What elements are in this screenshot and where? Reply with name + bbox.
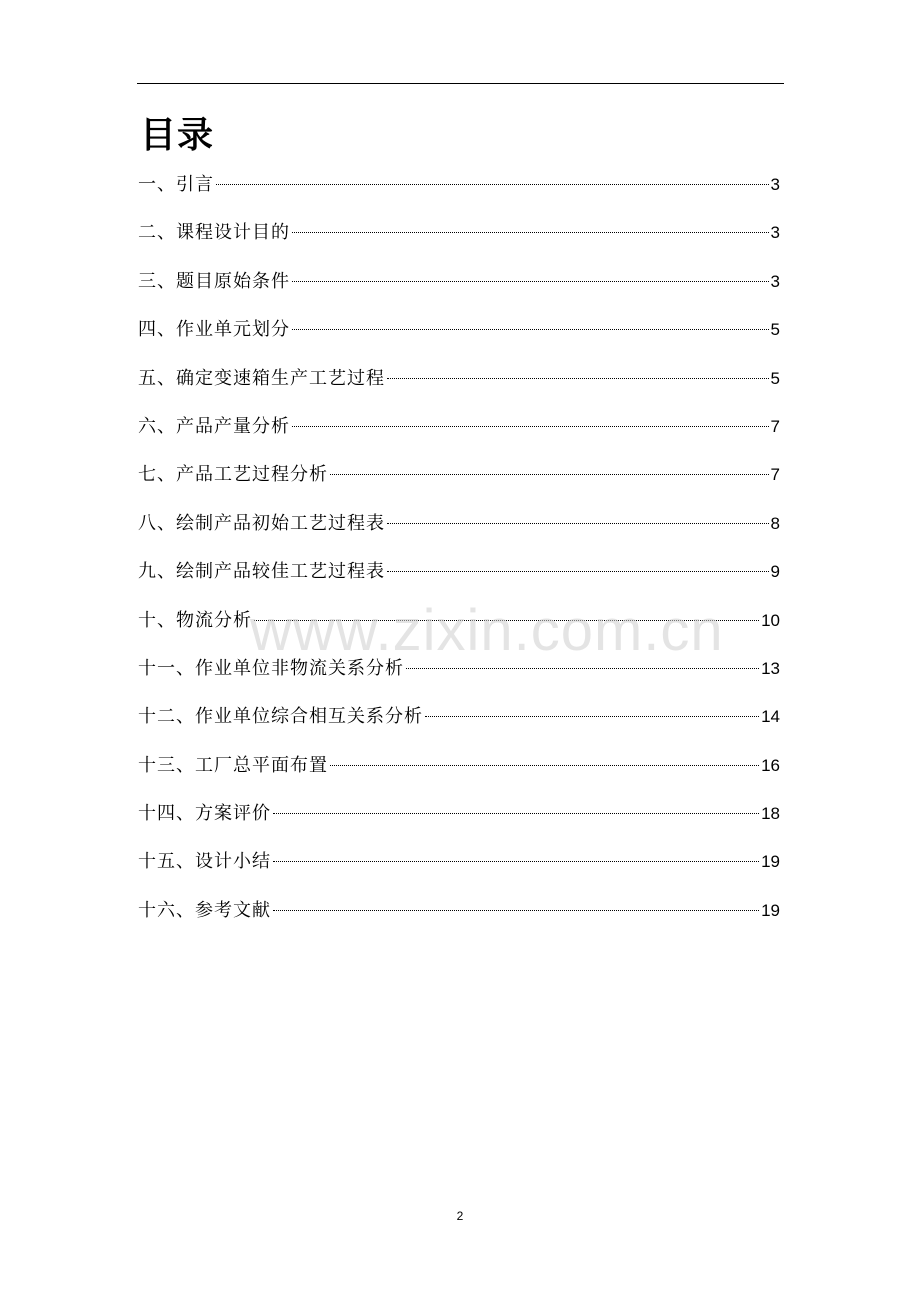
toc-entry-title: 十三、工厂总平面布置: [138, 754, 328, 776]
toc-entry-page: 7: [770, 416, 780, 436]
toc-entry-title: 一、引言: [138, 174, 214, 195]
toc-entry[interactable]: [138, 847, 780, 895]
toc-entry-title: 十四、方案评价: [138, 803, 271, 825]
dot-leader: [292, 329, 769, 330]
dot-leader: [216, 184, 769, 185]
toc-entry-title: 十六、参考文献: [138, 899, 271, 921]
dot-leader: [425, 716, 759, 717]
toc-entry-page: 14: [761, 707, 780, 727]
toc-entry-title: 十二、作业单位综合相互关系分析: [138, 706, 423, 728]
toc-entry-title: 七、产品工艺过程分析: [138, 464, 328, 486]
toc-title: 目录: [140, 115, 215, 156]
toc-entry[interactable]: [138, 751, 780, 799]
toc-entry[interactable]: [138, 509, 780, 557]
dot-leader: [330, 474, 769, 475]
toc-entry-page: 13: [761, 658, 780, 678]
toc-entry[interactable]: [138, 799, 780, 847]
toc-entry[interactable]: [138, 896, 780, 944]
dot-leader: [330, 765, 759, 766]
toc-entry-page: 8: [770, 513, 780, 533]
toc-entry-page: 3: [770, 271, 780, 291]
toc-entry-title: 八、绘制产品初始工艺过程表: [138, 512, 385, 534]
toc-entry-page: 5: [770, 320, 780, 340]
toc-entry[interactable]: [138, 460, 780, 508]
toc-entry[interactable]: [138, 218, 780, 266]
toc-entry-page: 7: [770, 465, 780, 485]
toc-entry-page: 10: [761, 610, 780, 630]
toc-entry-title: 四、作业单元划分: [138, 319, 290, 341]
toc-entry[interactable]: [138, 267, 780, 315]
header-rule: [137, 83, 784, 84]
toc-entry-page: 3: [770, 223, 780, 243]
watermark: www.zixin.com.cn: [250, 598, 724, 663]
toc-entry-page: 19: [761, 900, 780, 920]
dot-leader: [292, 281, 769, 282]
toc-entry-page: 19: [761, 852, 780, 872]
toc-entry-page: 18: [761, 804, 780, 824]
toc-entry-title: 六、产品产量分析: [138, 415, 290, 437]
dot-leader: [387, 523, 769, 524]
dot-leader: [387, 378, 769, 379]
toc-entry-title: 十五、设计小结: [138, 851, 271, 873]
toc-entry-title: 十一、作业单位非物流关系分析: [138, 657, 404, 679]
dot-leader: [406, 668, 759, 669]
toc-entry-page: 3: [770, 175, 780, 194]
toc-entry[interactable]: [138, 412, 780, 460]
dot-leader: [273, 813, 759, 814]
toc-entry-page: 5: [770, 368, 780, 388]
dot-leader: [273, 861, 759, 862]
toc-entry[interactable]: [138, 364, 780, 412]
toc-entry-title: 五、确定变速箱生产工艺过程: [138, 367, 385, 389]
toc-entry[interactable]: [138, 557, 780, 605]
toc-entry[interactable]: [138, 606, 780, 654]
toc-list: [138, 170, 780, 944]
toc-entry[interactable]: [138, 654, 780, 702]
page-number: 2: [456, 1209, 464, 1223]
toc-entry-title: 二、课程设计目的: [138, 222, 290, 244]
toc-entry-title: 三、题目原始条件: [138, 270, 290, 292]
toc-entry[interactable]: [138, 315, 780, 363]
dot-leader: [387, 571, 769, 572]
toc-entry-title: 九、绘制产品较佳工艺过程表: [138, 561, 385, 583]
dot-leader: [254, 620, 759, 621]
dot-leader: [273, 910, 759, 911]
dot-leader: [292, 426, 769, 427]
toc-entry-page: 9: [770, 562, 780, 582]
dot-leader: [292, 232, 769, 233]
toc-entry-page: 16: [761, 755, 780, 775]
toc-entry[interactable]: [138, 170, 780, 218]
toc-entry-title: 十、物流分析: [138, 609, 252, 631]
toc-entry[interactable]: [138, 702, 780, 750]
